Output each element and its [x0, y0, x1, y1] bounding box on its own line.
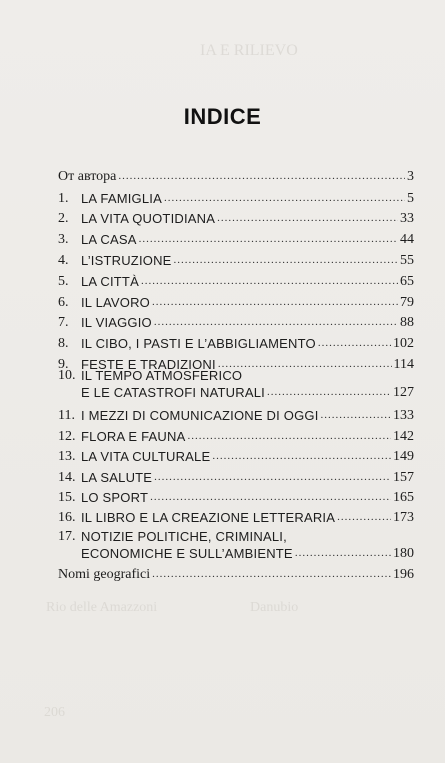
toc-entry-title: I MEZZI DI COMUNICAZIONE DI OGGI: [81, 408, 319, 423]
toc-entry: [58, 335, 414, 352]
toc-entry: [58, 294, 414, 311]
toc-entry-number: 14.: [58, 470, 76, 485]
toc-entry-title: L’ISTRUZIONE: [81, 253, 172, 268]
toc-entry-title: LA SALUTE: [81, 470, 153, 485]
toc-entry-title: LA VITA CULTURALE: [81, 449, 211, 464]
toc-page-number: 44: [400, 232, 414, 247]
toc-entry-title: LA CITTÀ: [81, 274, 139, 289]
toc-entry-number: 6.: [58, 295, 69, 310]
dot-leader: [164, 192, 405, 204]
dot-leader: [218, 358, 392, 370]
toc-entry: [58, 273, 414, 290]
toc-page-number: 127: [393, 385, 414, 400]
toc-entry-number: 1.: [58, 191, 69, 206]
toc-entry: [58, 314, 414, 331]
toc-entry-title: LA FAMIGLIA: [81, 191, 162, 206]
toc-entry-number: 15.: [58, 490, 76, 505]
toc-page-number: 149: [393, 449, 414, 464]
toc-entry-number: 12.: [58, 429, 76, 444]
toc-entry-title: FESTE E TRADIZIONI: [81, 357, 216, 372]
dot-leader: [139, 233, 398, 245]
toc-page-number: 3: [407, 169, 414, 184]
toc-entry: [58, 190, 414, 207]
toc-entry-title-continued: ECONOMICHE E SULL’AMBIENTE: [81, 546, 293, 561]
toc-page-number: 114: [393, 357, 414, 372]
toc-entry-title: NOTIZIE POLITICHE, CRIMINALI,: [81, 529, 287, 544]
toc-entry-number: 4.: [58, 253, 69, 268]
toc-entry-number: 16.: [58, 510, 76, 525]
dot-leader: [154, 471, 391, 483]
toc-page-number: 133: [393, 408, 414, 423]
toc-entry: [58, 448, 414, 465]
dot-leader: [141, 275, 398, 287]
toc-entry-number: 9.: [58, 357, 69, 372]
dot-leader: [187, 430, 391, 442]
toc-entry: [58, 368, 414, 401]
toc-entry: [58, 407, 414, 424]
toc-entry: [58, 428, 414, 445]
dot-leader: [154, 316, 398, 328]
toc-page-number: 88: [400, 315, 414, 330]
dot-leader: [267, 386, 391, 398]
bleed-through-text: IA E RILIEVO: [200, 42, 298, 59]
toc-entry-title: От автора: [58, 169, 117, 184]
toc-page-number: 165: [393, 490, 414, 505]
toc-page-number: 65: [400, 274, 414, 289]
toc-entry: [58, 210, 414, 227]
toc-entry: [58, 566, 414, 583]
toc-entry: [58, 469, 414, 486]
dot-leader: [217, 212, 398, 224]
toc-page-number: 196: [393, 567, 414, 582]
toc-page-number: 180: [393, 546, 414, 561]
toc-page-number: 5: [407, 191, 414, 206]
toc-entry-number: 7.: [58, 315, 69, 330]
dot-leader: [150, 491, 391, 503]
toc-page-number: 173: [393, 510, 414, 525]
toc-entry-number: 5.: [58, 274, 69, 289]
bleed-through-text: Rio delle Amazzoni: [46, 600, 158, 615]
dot-leader: [337, 511, 391, 523]
dot-leader: [118, 170, 405, 182]
dot-leader: [295, 547, 391, 559]
toc-entry-title: FLORA E FAUNA: [81, 429, 186, 444]
toc-entry: [58, 529, 414, 562]
toc-entry-title: IL TEMPO ATMOSFERICO: [81, 368, 243, 383]
toc-page-number: 55: [400, 253, 414, 268]
toc-entry: [58, 168, 414, 185]
toc-entry-title: LO SPORT: [81, 490, 149, 505]
toc-entry-number: 10.: [58, 368, 76, 383]
toc-entry-number: 13.: [58, 449, 76, 464]
dot-leader: [152, 296, 398, 308]
dot-leader: [174, 254, 398, 266]
toc-entry-title: IL VIAGGIO: [81, 315, 152, 330]
toc-entry-number: 8.: [58, 336, 69, 351]
dot-leader: [212, 450, 391, 462]
toc-entry: [58, 509, 414, 526]
toc-entry-title-continued: E LE CATASTROFI NATURALI: [81, 385, 265, 400]
toc-page-number: 142: [393, 429, 414, 444]
toc-entry: [58, 489, 414, 506]
dot-leader: [321, 409, 391, 421]
toc-entry-number: 11.: [58, 408, 75, 423]
dot-leader: [152, 568, 391, 580]
toc-entry-number: 2.: [58, 211, 69, 226]
dot-leader: [318, 337, 391, 349]
bleed-through-text: 206: [44, 705, 65, 720]
toc-entry-number: 17.: [58, 529, 76, 544]
toc-page-number: 157: [393, 470, 414, 485]
toc-entry-title: LA CASA: [81, 232, 137, 247]
toc-page-number: 33: [400, 211, 414, 226]
toc-entry-title: LA VITA QUOTIDIANA: [81, 211, 216, 226]
bleed-through-text: Danubio: [250, 600, 299, 615]
toc-entry-title: IL LIBRO E LA CREAZIONE LETTERARIA: [81, 510, 336, 525]
toc-entry-number: 3.: [58, 232, 69, 247]
toc-entry: [58, 231, 414, 248]
toc-entry-title: IL CIBO, I PASTI E L’ABBIGLIAMENTO: [81, 336, 316, 351]
toc-page-number: 102: [393, 336, 414, 351]
toc-entry-title: Nomi geografici: [58, 567, 151, 582]
toc-entry-title: IL LAVORO: [81, 295, 150, 310]
toc-entry: [58, 252, 414, 269]
toc-page-number: 79: [400, 295, 414, 310]
page-title: INDICE: [183, 104, 262, 129]
